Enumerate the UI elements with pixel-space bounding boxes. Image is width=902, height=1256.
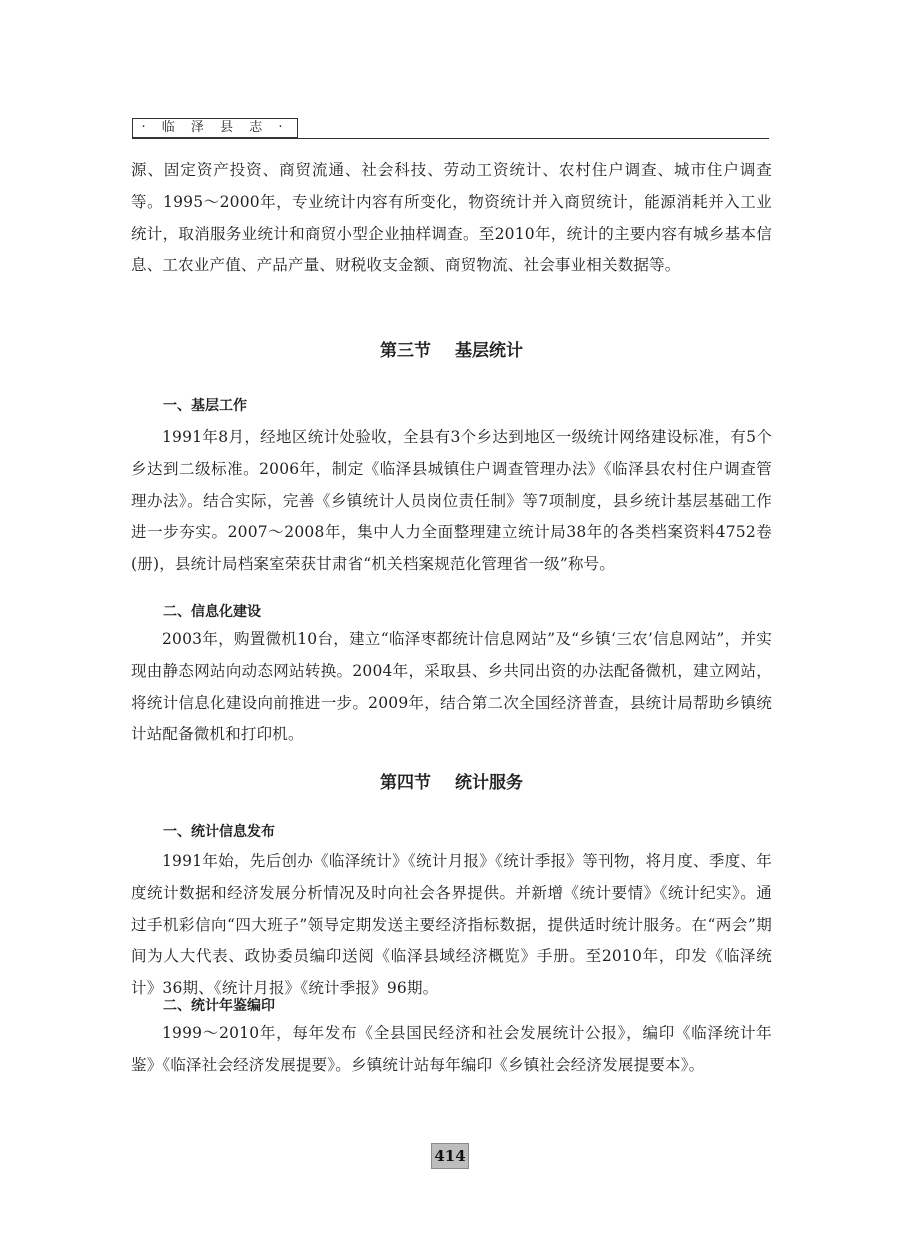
section-4-number: 第四节 [380,773,431,793]
section-3-paragraph-1: 1991年8月，经地区统计处验收，全县有3个乡达到地区一级统计网络建设标准，有5个乡达到二级标准。2006年，制定《临泽县城镇住户调查管理办法》《临泽县农村住户调查管理办法》。结合实际，完善《乡镇统计人员岗位责任制》等7项制度，县乡统计基层基础工作进一步夯实。2007～2008年，集中人力全面整理建立统计局38年的各类档案资料4752卷(册)，县统计局档案室荣获甘肃省“机关档案规范化管理省一级”称号。 [131,428,772,574]
section-3-title [131,340,772,362]
section-3-subheading-2: 二、信息化建设 [163,604,261,620]
section-4-paragraph-1-block [131,846,772,1005]
page-number: 414 [431,1143,469,1169]
section-4-name: 统计服务 [455,773,523,793]
top-paragraph: 源、固定资产投资、商贸流通、社会科技、劳动工资统计、农村住户调查、城市住户调查等。1995～2000年，专业统计内容有所变化，物资统计并入商贸统计，能源消耗并入工业统计，取消服务业统计和商贸小型企业抽样调查。至2010年，统计的主要内容有城乡基本信息、工农业产值、产品产量、财税收支金额、商贸物流、社会事业相关数据等。 [131,161,772,275]
section-3-paragraph-1-block [131,422,772,581]
section-4-paragraph-2: 1999～2010年，每年发布《全县国民经济和社会发展统计公报》，编印《临泽统计年鉴》《临泽社会经济发展提要》。乡镇统计站每年编印《乡镇社会经济发展提要本》。 [131,1024,772,1074]
section-4-paragraph-1: 1991年始，先后创办《临泽统计》《统计月报》《统计季报》等刊物，将月度、季度、年度统计数据和经济发展分析情况及时向社会各界提供。并新增《统计要情》《统计纪实》。通过手机彩信向“四大班子”领导定期发送主要经济指标数据，提供适时统计服务。在“两会”期间为人大代表、政协委员编印送阅《临泽县域经济概览》手册。至2010年，印发《临泽统计》36期、《统计月报》《统计季报》96期。 [131,852,772,998]
section-4-paragraph-2-block [131,1018,772,1082]
section-4-title [131,772,772,794]
section-3-paragraph-2-block [131,624,772,751]
section-3-name: 基层统计 [455,341,523,361]
section-4-subheading-1: 一、统计信息发布 [163,824,275,840]
running-title: · 临 泽 县 志 · [132,118,298,138]
top-paragraph-block [131,155,772,282]
header-rule [132,138,769,139]
section-3-paragraph-2: 2003年，购置微机10台，建立“临泽枣都统计信息网站”及“乡镇‘三农’信息网站”，并实现由静态网站向动态网站转换。2004年，采取县、乡共同出资的办法配备微机，建立网站，将统计信息化建设向前推进一步。2009年，结合第二次全国经济普查，县统计局帮助乡镇统计站配备微机和打印机。 [131,630,772,744]
section-4-subheading-2: 二、统计年鉴编印 [163,998,275,1014]
section-3-number: 第三节 [380,341,431,361]
section-3-subheading-1: 一、基层工作 [163,398,247,414]
